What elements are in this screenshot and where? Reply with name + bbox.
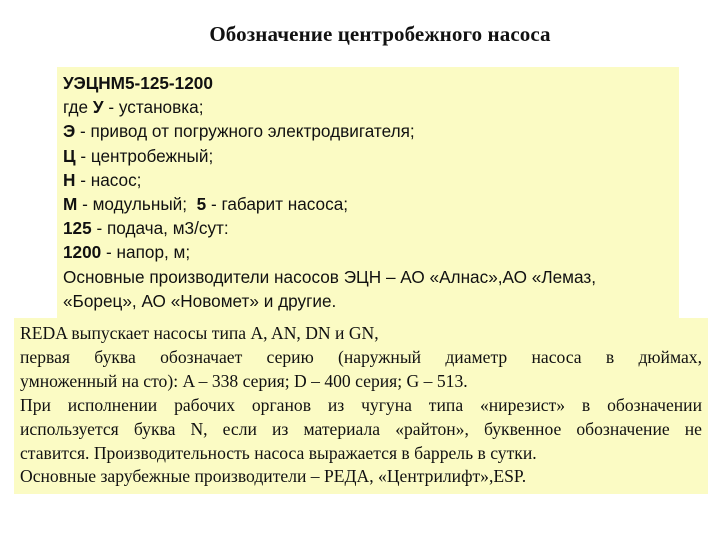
size-meaning: - габарит насоса; <box>206 194 349 215</box>
reda-line: используется буква N, если из материала «райтон», буквенное обозначение не <box>20 418 702 439</box>
reda-line: ставится. Производительность насоса выражается в баррель в сутки. <box>20 442 537 463</box>
reda-line: REDA выпускает насосы типа A, AN, DN и GN, <box>20 323 379 343</box>
letter-key: У <box>92 97 104 118</box>
designation-line-e <box>63 119 673 143</box>
reda-line: первая буква обозначает серию (наружный диаметр насоса в дюймах, <box>20 346 702 367</box>
head-meaning: - напор, м; <box>101 242 191 263</box>
letter-meaning: - центробежный; <box>75 145 214 166</box>
reda-line: умноженный на сто): A – 338 серия; D – 400 серия; G – 513. <box>20 370 468 391</box>
letter-key: Э <box>63 121 76 142</box>
reda-line: Основные зарубежные производители – РЕДА, «Центрилифт»,ESP. <box>20 466 527 487</box>
designation-line-u <box>63 95 673 119</box>
letter-meaning: - привод от погружного электродвигателя; <box>75 121 415 142</box>
designation-line-flow <box>63 216 673 240</box>
designation-line-head <box>63 240 673 264</box>
line-prefix: где <box>63 97 93 118</box>
designation-box <box>57 67 679 323</box>
designation-line-modular <box>63 192 673 216</box>
flow-meaning: - подача, м3/сут: <box>91 218 229 239</box>
size-key: 5 <box>196 194 207 215</box>
manufacturers-text: Основные производители насосов ЭЦН – АО «Алнас»,АО «Лемаз, «Борец», АО «Новомет» и другие. <box>63 266 597 311</box>
reda-box <box>14 318 708 494</box>
letter-key: М <box>63 194 78 215</box>
head-key: 1200 <box>63 242 102 263</box>
letter-key: Ц <box>63 145 76 166</box>
pump-code: УЭЦНМ5-125-1200 <box>63 73 213 93</box>
letter-meaning: - модульный; <box>77 194 197 215</box>
designation-line-ts <box>63 144 673 168</box>
slide-title: Обозначение центробежного насоса <box>209 22 551 46</box>
letter-meaning: - установка; <box>103 97 204 118</box>
designation-line-n <box>63 168 673 192</box>
flow-key: 125 <box>63 218 92 239</box>
letter-meaning: - насос; <box>75 169 142 190</box>
reda-line: При исполнении рабочих органов из чугуна типа «нирезист» в обозначении <box>20 394 702 415</box>
letter-key: Н <box>63 169 76 190</box>
